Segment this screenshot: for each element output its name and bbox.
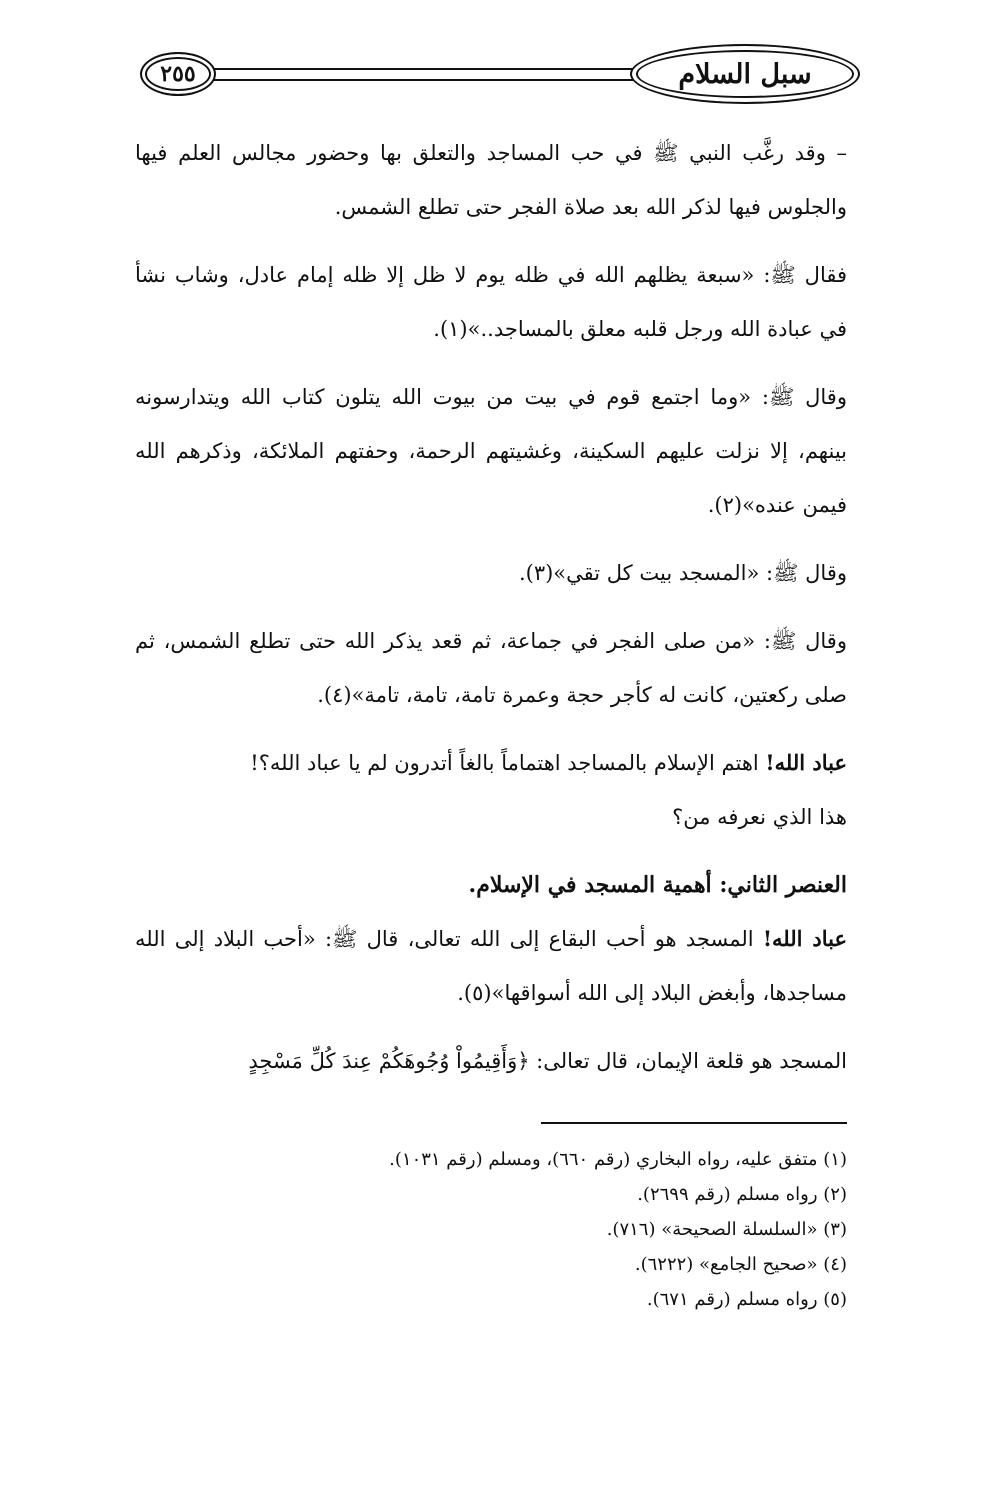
footnote-separator: [541, 1122, 847, 1124]
address-label: عباد الله!: [762, 926, 848, 951]
paragraph-5: وقال ﷺ: «من صلى الفجر في جماعة، ثم قعد يذكر الله حتى تطلع الشمس، ثم صلى ركعتين، كانت له كأجر حجة وعمرة تامة، تامة، تامة»(٤).: [135, 629, 847, 707]
footnote-5: (٥) رواه مسلم (رقم ٦٧١).: [646, 1289, 847, 1310]
header-rule: [210, 68, 684, 81]
paragraph-2: فقال ﷺ: «سبعة يظلهم الله في ظله يوم لا ظل إلا ظله إمام عادل، وشاب نشأ في عبادة الله ورجل قلبه معلق بالمساجد..»(١).: [135, 263, 847, 341]
paragraph-9: المسجد هو قلعة الإيمان، قال تعالى: ﴿وَأَقِيمُواْ وُجُوهَكُمْ عِندَ كُلِّ مَسْجِدٍ: [248, 1049, 847, 1073]
paragraph-1: – وقد رغَّب النبي ﷺ في حب المساجد والتعلق بها وحضور مجالس العلم فيها والجلوس فيها لذكر الله بعد صلاة الفجر حتى تطلع الشمس.: [135, 141, 847, 219]
page-number: ٢٥٥: [140, 52, 216, 96]
paragraph-8-text: المسجد هو أحب البقاع إلى الله تعالى، قال ﷺ: «أحب البلاد إلى الله مساجدها، وأبغض البلاد إلى الله أسواقها»(٥).: [135, 927, 847, 1005]
main-text: [135, 126, 847, 1102]
paragraph-3: وقال ﷺ: «وما اجتمع قوم في بيت من بيوت الله يتلون كتاب الله ويتدارسونه بينهم، إلا نزلت عليهم السكينة، وغشيتهم الرحمة، وحفتهم الملائكة، وذكرهم الله فيمن عنده»(٢).: [135, 385, 847, 517]
footnote-3: (٣) «السلسلة الصحيحة» (٧١٦).: [606, 1219, 847, 1240]
paragraph-8: [135, 912, 847, 1020]
paragraph-4: وقال ﷺ: «المسجد بيت كل تقي»(٣).: [518, 561, 847, 585]
footnote-2: (٢) رواه مسلم (رقم ٢٦٩٩).: [637, 1184, 847, 1205]
paragraph-6-text: اهتم الإسلام بالمساجد اهتماماً بالغاً أتدرون لم يا عباد الله؟!: [250, 751, 766, 775]
paragraph-6: [135, 736, 847, 790]
paragraph-7: هذا الذي نعرفه من؟: [672, 805, 847, 829]
footnote-1: (١) متفق عليه، رواه البخاري (رقم ٦٦٠)، ومسلم (رقم ١٠٣١).: [389, 1149, 847, 1170]
footnote-4: (٤) «صحيح الجامع» (٦٢٢٢).: [634, 1254, 847, 1275]
footnotes: [127, 1142, 847, 1317]
running-title: سبل السلام: [630, 44, 860, 104]
address-label: عباد الله!: [765, 750, 847, 775]
section-heading: العنصر الثاني: أهمية المسجد في الإسلام.: [468, 872, 847, 898]
